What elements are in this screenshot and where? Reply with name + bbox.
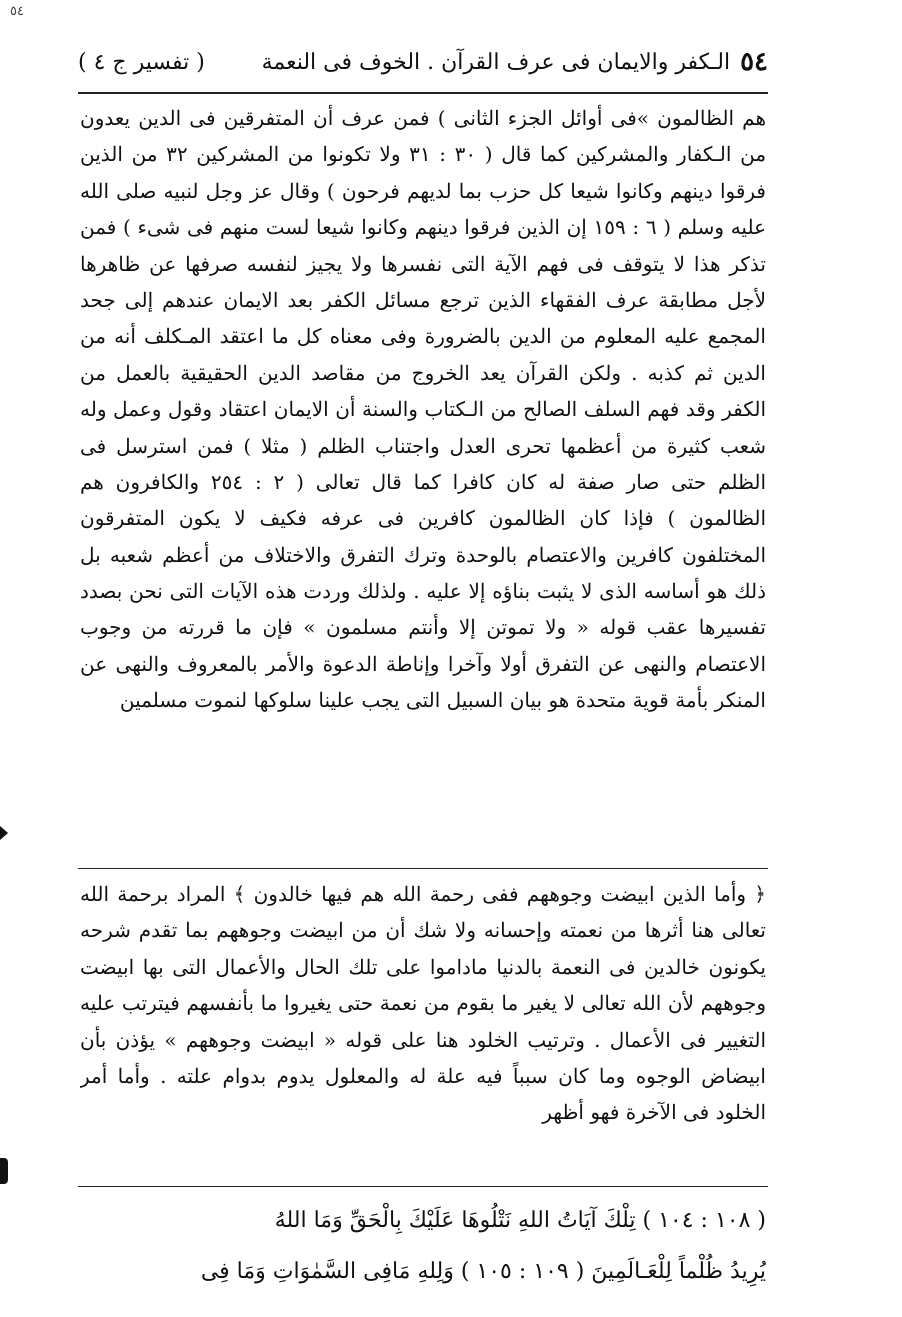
header-rule — [78, 92, 768, 94]
verse-line-2: يُرِيدُ ظُلْماً لِلْعَـالَمِينَ ( ١٠٩ : ١٠٥ ) وَلِلهِ مَافِى السَّمٰوَاتِ وَمَا فِى — [200, 1258, 766, 1284]
margin-tab-icon — [0, 1158, 8, 1184]
commentary-paragraph: ﴿ وأما الذين ابيضت وجوههم ففى رحمة الله هم فيها خالدون ﴾ المراد برحمة الله تعالى هنا أثرها من نعمته وإحسانه ولا شك أن من ابيضت وجوههم بما تقدم شرحه يكونون خالدين فى النعمة بالدنيا ماداموا على تلك الحال والأعمال التى بها ابيضت وجوههم لأن الله تعالى لا يغير ما بقوم من نعمة حتى يغيروا ما بأنفسهم فيترتب عليه التغيير فى الأعمال . وترتيب الخلود هنا على قوله « ابيضت وجوههم » يؤذن بأن ابيضاض الوجوه وما كان سبباً فيه علة له والمعلول يدوم بدوام علته . وأما أمر الخلود فى الآخرة فهو أظهر — [80, 882, 766, 1125]
commentary-text — [80, 876, 766, 1178]
verse-line-1: ( ١٠٨ : ١٠٤ ) تِلْكَ آيَاتُ اللهِ نَتْلُوهَا عَلَيْكَ بِالْحَقِّ وَمَا اللهُ — [274, 1208, 766, 1233]
page-number: ٥٤ — [740, 47, 768, 77]
verse-divider — [78, 1186, 768, 1187]
main-paragraph: هم الظالمون »فى أوائل الجزء الثانى ) فمن عرف أن المتفرقين فى الدين يعدون من الـكفار والمشركين كما قال ( ٣٠ : ٣١ ولا تكونوا من المشركين ٣٢ من الذين فرقوا دينهم وكانوا شيعا كل حزب بما لديهم فرحون ) وقال عز وجل لنبيه صلى الله عليه وسلم ( ٦ : ١٥٩ إن الذين فرقوا دينهم وكانوا شيعا لست منهم فى شىء ) فمن تذكر هذا لا يتوقف فى فهم الآية التى نفسرها ولا يجيز لنفسه صرفها عن ظاهرها لأجل مطابقة عرف الفقهاء الذين ترجع مسائل الكفر بعد الايمان عندهم إلى جحد المجمع عليه المعلوم من الدين بالضرورة وفى معناه كل ما اعتقد المـكلف أنه من الدين ثم كذبه . ولكن القرآن يعد الخروج من مقاصد الدين الحقيقية بالعمل من الكفر وقد فهم السلف الصالح من الـكتاب والسنة أن الايمان اعتقاد وقول وعمل وله شعب كثيرة من أعظمها تحرى العدل واجتناب الظلم ( مثلا ) فمن استرسل فى الظلم حتى صار صفة له كان كافرا كما قال تعالى ( ٢ : ٢٥٤ والكافرون هم الظالمون ) فإذا كان الظالمون كافرين فى عرفه فكيف لا يكون المتفرقون المختلفون كافرين والاعتصام بالوحدة وترك التفرق والاختلاف من أعظم شعبه بل ذلك هو أساسه الذى لا يثبت بناؤه إلا عليه . ولذلك وردت هذه الآيات التى نحن بصدد تفسيرها عقب قوله « ولا تموتن إلا وأنتم مسلمون » فإن ما قررته من وجوب الاعتصام والنهى عن التفرق أولا وآخرا وإناطة الدعوة والأمر بالمعروف والنهى عن المنكر بأمة قوية متحدة هو بيان السبيل التى يجب علينا سلوكها لنموت مسلمين — [80, 106, 766, 713]
section-divider — [78, 868, 768, 869]
header-title: الـكفر والايمان فى عرف القرآن . الخوف فى النعمة — [261, 49, 731, 75]
corner-page-number: ٥٤ — [10, 4, 24, 19]
running-header — [78, 38, 768, 86]
quran-verse — [80, 1196, 766, 1306]
header-part: ( تفسير ج ٤ ) — [78, 49, 205, 75]
main-text — [80, 100, 766, 860]
margin-arrow-icon — [0, 826, 8, 840]
